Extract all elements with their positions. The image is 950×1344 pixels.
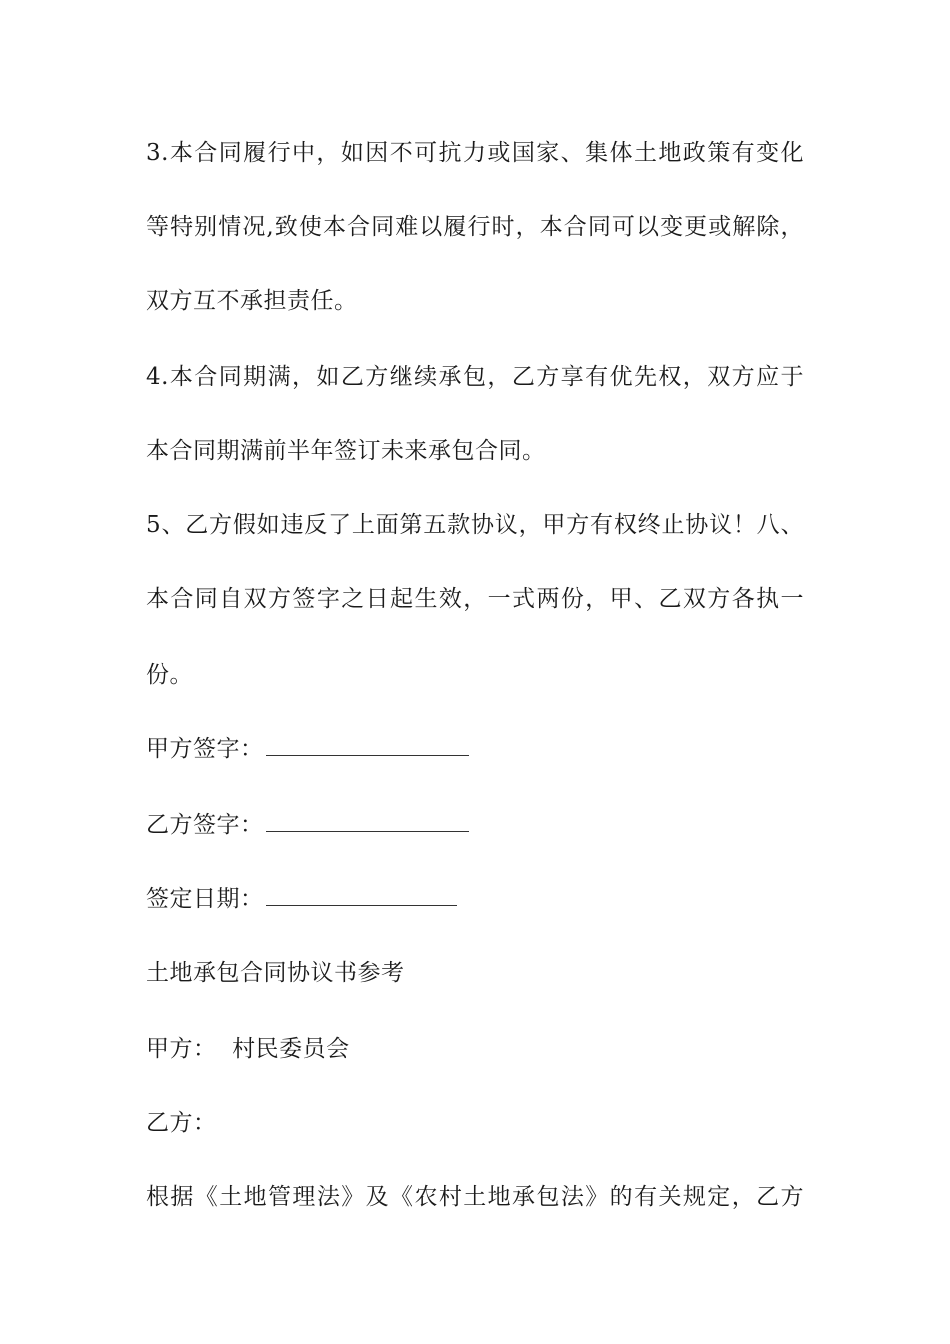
paragraph-line: 5、乙方假如违反了上面第五款协议，甲方有权终止协议！八、 bbox=[146, 512, 804, 538]
party-a-signature-row bbox=[146, 734, 826, 764]
party-b-signature-row bbox=[146, 810, 826, 840]
party-b-signature-label: 乙方签字： bbox=[146, 812, 264, 838]
party-a-signature-line bbox=[266, 735, 469, 756]
paragraph-line: 双方互不承担责任。 bbox=[146, 288, 358, 314]
party-b-signature-line bbox=[266, 811, 469, 832]
paragraph-line: 本合同自双方签字之日起生效，一式两份，甲、乙双方各执一 bbox=[146, 586, 804, 612]
second-contract-party-a: 甲方： 村民委员会 bbox=[146, 1036, 350, 1062]
paragraph-line: 份。 bbox=[146, 662, 193, 688]
paragraph-line: 4.本合同期满，如乙方继续承包，乙方享有优先权，双方应于 bbox=[146, 364, 804, 390]
paragraph-line: 等特别情况,致使本合同难以履行时，本合同可以变更或解除， bbox=[146, 214, 804, 240]
signing-date-row bbox=[146, 884, 826, 914]
signing-date-label: 签定日期： bbox=[146, 886, 264, 912]
paragraph-line: 本合同期满前半年签订未来承包合同。 bbox=[146, 438, 546, 464]
signing-date-line bbox=[266, 885, 457, 906]
paragraph-line: 3.本合同履行中，如因不可抗力或国家、集体土地政策有变化 bbox=[146, 140, 804, 166]
second-contract-title: 土地承包合同协议书参考 bbox=[146, 960, 405, 986]
second-contract-intro: 根据《土地管理法》及《农村土地承包法》的有关规定，乙方 bbox=[146, 1184, 804, 1210]
party-a-signature-label: 甲方签字： bbox=[146, 736, 264, 762]
second-contract-party-b: 乙方： bbox=[146, 1110, 217, 1136]
